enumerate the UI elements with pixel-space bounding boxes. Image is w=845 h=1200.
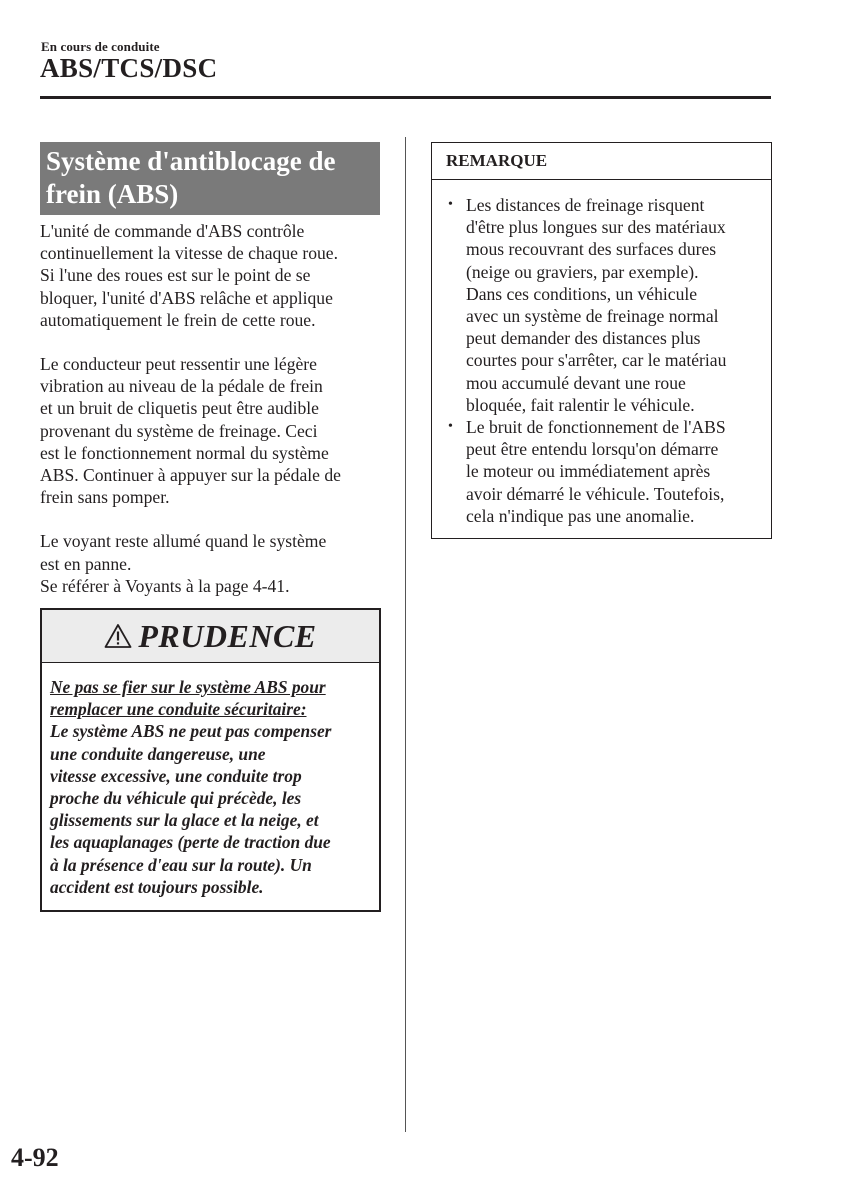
bullet-icon: • bbox=[448, 197, 453, 212]
text-line: est le fonctionnement normal du système bbox=[40, 442, 329, 463]
text-line: bloquée, fait ralentir le véhicule. bbox=[466, 394, 695, 415]
text-line: vibration au niveau de la pédale de frein bbox=[40, 376, 323, 397]
chapter-title: ABS/TCS/DSC bbox=[40, 53, 218, 83]
caution-title: PRUDENCE bbox=[138, 617, 317, 654]
warning-triangle-icon bbox=[104, 623, 132, 649]
text-line: Le bruit de fonctionnement de l'ABS bbox=[466, 417, 726, 438]
caution-body bbox=[42, 663, 379, 910]
caution-line: glissements sur la glace et la neige, et bbox=[50, 810, 319, 831]
text-line: provenant du système de freinage. Ceci bbox=[40, 420, 318, 441]
text-line: frein sans pomper. bbox=[40, 487, 170, 508]
paragraph-warning-light bbox=[40, 530, 382, 597]
text-line: Se référer à Voyants à la page 4-41. bbox=[40, 575, 290, 596]
note-box bbox=[431, 142, 772, 539]
text-line: avec un système de freinage normal bbox=[466, 306, 719, 327]
caution-line: Le système ABS ne peut pas compenser bbox=[50, 721, 332, 742]
text-line: automatiquement le frein de cette roue. bbox=[40, 309, 316, 330]
paragraph-abs-control bbox=[40, 220, 382, 331]
text-line: mous recouvrant des surfaces dures bbox=[466, 239, 717, 260]
text-line: bloquer, l'unité d'ABS relâche et applique bbox=[40, 287, 333, 308]
caution-line: accident est toujours possible. bbox=[50, 876, 264, 897]
section-label: En cours de conduite bbox=[41, 39, 160, 54]
caution-box bbox=[40, 608, 381, 912]
text-line: ABS. Continuer à appuyer sur la pédale de bbox=[40, 465, 341, 486]
text-line: le moteur ou immédiatement après bbox=[466, 461, 711, 482]
text-line: courtes pour s'arrêter, car le matériau bbox=[466, 350, 727, 371]
text-line: continuellement la vitesse de chaque roue. bbox=[40, 243, 339, 264]
note-item bbox=[432, 194, 771, 416]
text-line: est en panne. bbox=[40, 553, 132, 574]
text-line: d'être plus longues sur des matériaux bbox=[466, 217, 726, 238]
bullet-icon: • bbox=[448, 419, 453, 435]
text-line: mou accumulé devant une roue bbox=[466, 372, 686, 393]
text-line: Si l'une des roues est sur le point de se bbox=[40, 265, 311, 286]
caution-line: vitesse excessive, une conduite trop bbox=[50, 765, 302, 786]
left-column bbox=[40, 142, 382, 912]
caution-header bbox=[42, 610, 379, 663]
text-line: L'unité de commande d'ABS contrôle bbox=[40, 221, 305, 241]
text-line: Dans ces conditions, un véhicule bbox=[466, 283, 698, 304]
section-heading-line: Système d'antiblocage de bbox=[46, 146, 336, 176]
header-rule bbox=[40, 96, 771, 99]
caution-underlined-line: Ne pas se fier sur le système ABS pour bbox=[50, 677, 326, 698]
text-line: (neige ou graviers, par exemple). bbox=[466, 261, 699, 282]
paragraph-vibration bbox=[40, 353, 382, 508]
note-list bbox=[432, 180, 771, 538]
caution-line: proche du véhicule qui précède, les bbox=[50, 788, 302, 809]
text-line: peut demander des distances plus bbox=[466, 328, 701, 349]
column-divider bbox=[405, 137, 406, 1132]
text-line: et un bruit de cliquetis peut être audible bbox=[40, 398, 319, 419]
caution-line: à la présence d'eau sur la route). Un bbox=[50, 854, 312, 875]
note-title: REMARQUE bbox=[432, 143, 771, 180]
text-line: peut être entendu lorsqu'on démarre bbox=[466, 439, 719, 460]
caution-line: les aquaplanages (perte de traction due bbox=[50, 832, 331, 853]
section-heading-line: frein (ABS) bbox=[46, 179, 179, 209]
text-line: Les distances de freinage risquent bbox=[466, 195, 705, 215]
caution-line: une conduite dangereuse, une bbox=[50, 743, 266, 764]
text-line: cela n'indique pas une anomalie. bbox=[466, 505, 695, 526]
page-number: 4-92 bbox=[11, 1143, 59, 1172]
section-heading bbox=[40, 142, 380, 215]
note-item bbox=[432, 416, 771, 527]
text-line: avoir démarré le véhicule. Toutefois, bbox=[466, 483, 725, 504]
text-line: Le conducteur peut ressentir une légère bbox=[40, 354, 317, 375]
caution-underlined-line: remplacer une conduite sécuritaire: bbox=[50, 699, 307, 720]
text-line: Le voyant reste allumé quand le système bbox=[40, 531, 327, 552]
